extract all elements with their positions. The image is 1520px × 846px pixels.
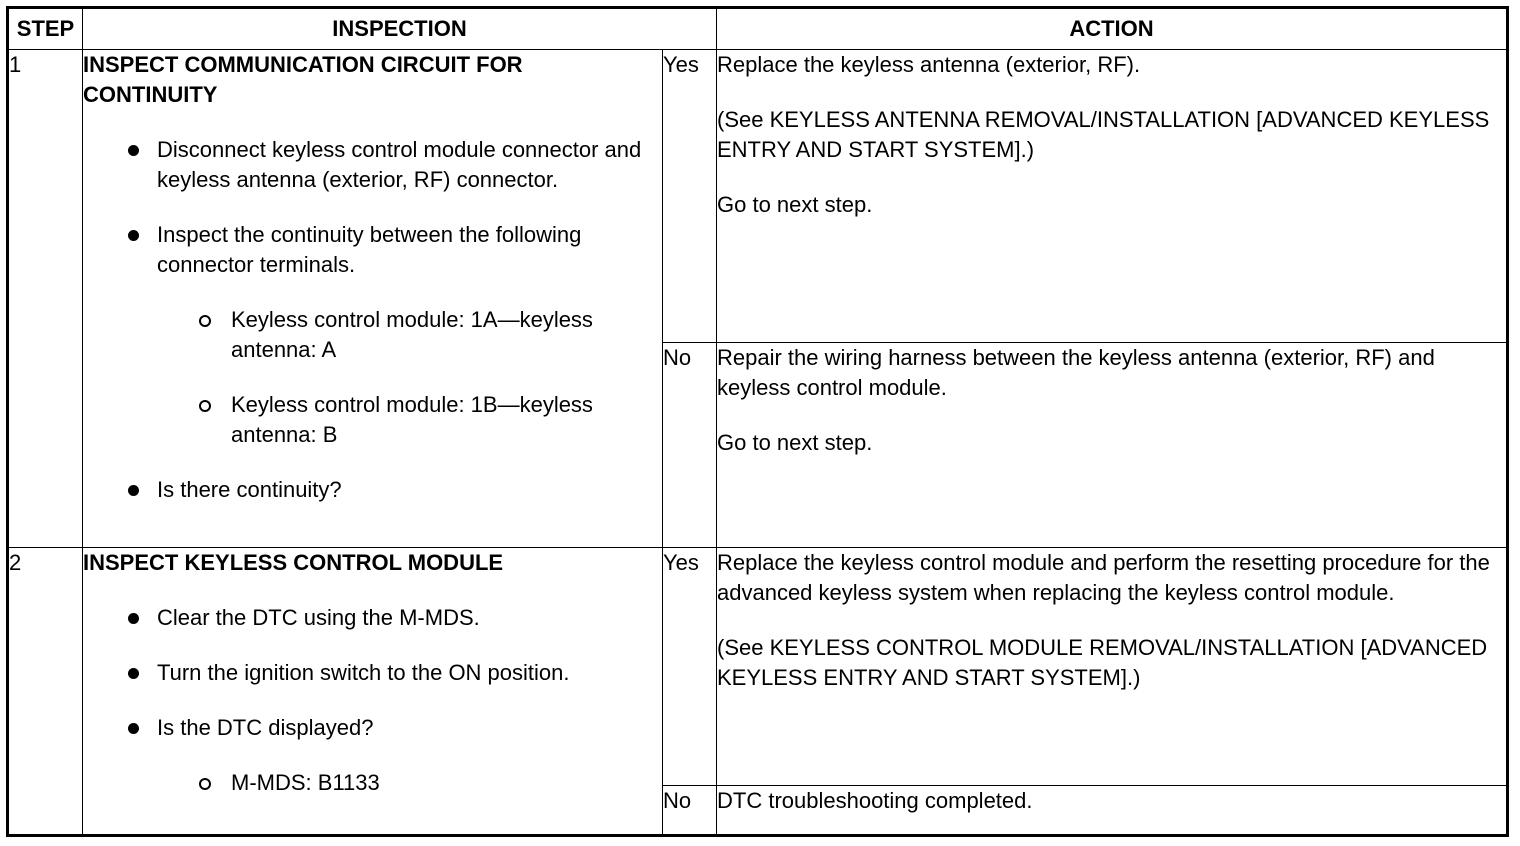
action-text: Replace the keyless control module and perform the resetting procedure for the advanced keyless system when replacing the keyless control module. (717, 550, 1490, 605)
inspection-sub-bullets (83, 768, 662, 798)
header-step: STEP (8, 8, 83, 50)
step-2-inspection (83, 548, 663, 836)
step-number: 2 (8, 548, 83, 836)
inspection-title: INSPECT KEYLESS CONTROL MODULE (83, 550, 504, 575)
sub-bullet-item: Keyless control module: 1A—keyless antenna: A (83, 305, 662, 365)
step-2-yes-row (8, 548, 1508, 786)
answer-yes: Yes (663, 50, 717, 343)
action-yes (717, 50, 1508, 343)
inspection-title: INSPECT COMMUNICATION CIRCUIT FOR CONTINUITY (83, 52, 523, 107)
inspection-bullets (83, 135, 662, 280)
step-number: 1 (8, 50, 83, 548)
action-text: Go to next step. (717, 430, 873, 455)
answer-no: No (663, 343, 717, 548)
step-1-inspection (83, 50, 663, 548)
action-yes (717, 548, 1508, 786)
bullet-item: Disconnect keyless control module connector and keyless antenna (exterior, RF) connector. (83, 135, 662, 195)
inspection-bullets-final (83, 475, 662, 505)
header-row (8, 8, 1508, 50)
inspection-sub-bullets (83, 305, 662, 450)
header-action: ACTION (717, 8, 1508, 50)
action-text: (See KEYLESS CONTROL MODULE REMOVAL/INSTALLATION [ADVANCED KEYLESS ENTRY AND START SYSTEM].) (717, 635, 1488, 690)
action-no (717, 786, 1508, 836)
header-inspection: INSPECTION (83, 8, 717, 50)
action-text: Go to next step. (717, 192, 873, 217)
action-no (717, 343, 1508, 548)
action-text: Replace the keyless antenna (exterior, RF). (717, 52, 1141, 77)
answer-no: No (663, 786, 717, 836)
sub-bullet-item: Keyless control module: 1B—keyless antenna: B (83, 390, 662, 450)
procedure-table (6, 6, 1509, 837)
bullet-item: Is the DTC displayed? (83, 713, 662, 743)
action-text: Repair the wiring harness between the keyless antenna (exterior, RF) and keyless control module. (717, 345, 1435, 400)
answer-yes: Yes (663, 548, 717, 786)
bullet-item: Inspect the continuity between the following connector terminals. (83, 220, 662, 280)
bullet-item: Is there continuity? (83, 475, 662, 505)
bullet-item: Clear the DTC using the M-MDS. (83, 603, 662, 633)
bullet-item: Turn the ignition switch to the ON position. (83, 658, 662, 688)
step-1-yes-row (8, 50, 1508, 343)
action-text: DTC troubleshooting completed. (717, 788, 1033, 813)
inspection-bullets (83, 603, 662, 743)
sub-bullet-item: M-MDS: B1133 (83, 768, 662, 798)
action-text: (See KEYLESS ANTENNA REMOVAL/INSTALLATION [ADVANCED KEYLESS ENTRY AND START SYSTEM].) (717, 107, 1490, 162)
